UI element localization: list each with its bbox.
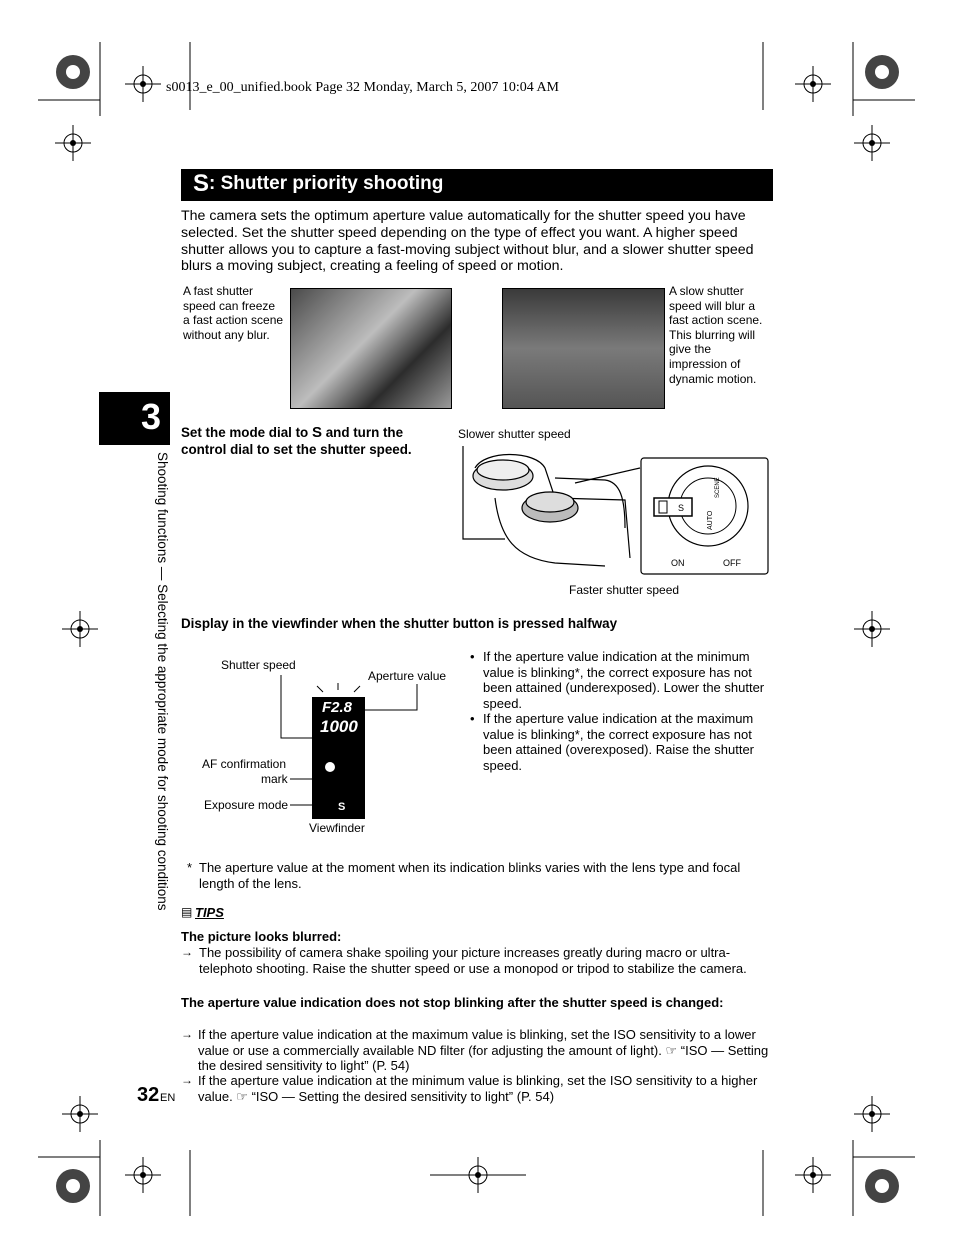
af-confirmation-label-2: mark: [261, 772, 288, 786]
aperture-value-label: Aperture value: [368, 669, 447, 683]
footnote-text: The aperture value at the moment when its indication blinks varies with the lens type and focal length of the lens.: [199, 860, 741, 891]
slow-shutter-caption: A slow shutter speed will blur a fast action scene. This blurring will give the impression of dynamic motion.: [669, 284, 763, 386]
page-number: 32: [137, 1084, 160, 1106]
section-title: : Shutter priority shooting: [209, 173, 444, 194]
tip-answer-2: → If the aperture value indication at the maximum value is blinking, set the ISO sensitivity to a lower value or use a commercially available ND filter (for adjusting the amount of light). ☞ “ISO — Setting the desired sensitivity to light” (P. 54): [181, 1027, 769, 1073]
viewfinder-aperture: F2.8: [322, 699, 353, 716]
exposure-mode-label: Exposure mode: [204, 798, 289, 812]
step-instruction: Set the mode dial to S and turn the control dial to set the shutter speed.: [181, 424, 412, 457]
af-confirmation-label: AF confirmation: [202, 757, 287, 771]
tip-question-1: The picture looks blurred:: [181, 929, 342, 944]
file-header: s0013_e_00_unified.book Page 32 Monday, March 5, 2007 10:04 AM: [166, 80, 559, 95]
intro-paragraph: The camera sets the optimum aperture value automatically for the shutter speed you have selected. Set the shutter speed depending on the type of effect you want. A higher speed shutter allows you to capture a fast-moving subject without blur, and a slower shutter speed blurs a moving subject, creating a feeling of speed or motion.: [181, 208, 754, 275]
faster-shutter-label: Faster shutter speed: [569, 583, 680, 597]
dial-on-label: ON: [671, 558, 685, 568]
tip-question-2: The aperture value indication does not stop blinking after the shutter speed is changed:: [181, 995, 724, 1010]
footnote-mark: *: [187, 860, 193, 875]
fast-shutter-caption: A fast shutter speed can freeze a fast action scene without any blur.: [183, 284, 284, 342]
tip-answer-1: → The possibility of camera shake spoiling your picture increases greatly during macro or ultra-telephoto shooting. Raise the shutter speed or use a monopod or tripod to stabilize the camera.: [181, 945, 747, 976]
slower-shutter-label: Slower shutter speed: [458, 427, 571, 441]
dial-off-label: OFF: [723, 558, 741, 568]
mode-letter: S: [193, 170, 210, 197]
language-code: EN: [160, 1092, 176, 1104]
dial-s-label: S: [678, 503, 685, 513]
shutter-speed-label: Shutter speed: [221, 658, 296, 672]
viewfinder-label: Viewfinder: [309, 821, 365, 835]
viewfinder-mode: S: [338, 801, 346, 813]
chapter-number: 3: [141, 396, 162, 437]
dial-scene-label: SCENE: [715, 477, 721, 498]
side-chapter-text: Shooting functions — Selecting the appropriate mode for shooting conditions: [155, 452, 170, 911]
tip-answer-3: → If the aperture value indication at the minimum value is blinking, set the ISO sensitivity to a higher value. ☞ “ISO — Setting the desired sensitivity to light” (P. 54): [181, 1073, 758, 1104]
tips-icon: ▤: [181, 905, 193, 919]
tips-heading: TIPS: [195, 905, 224, 920]
viewfinder-heading: Display in the viewfinder when the shutter button is pressed halfway: [181, 616, 618, 631]
viewfinder-shutter: 1000: [320, 717, 358, 736]
dial-auto-label: AUTO: [707, 510, 714, 530]
